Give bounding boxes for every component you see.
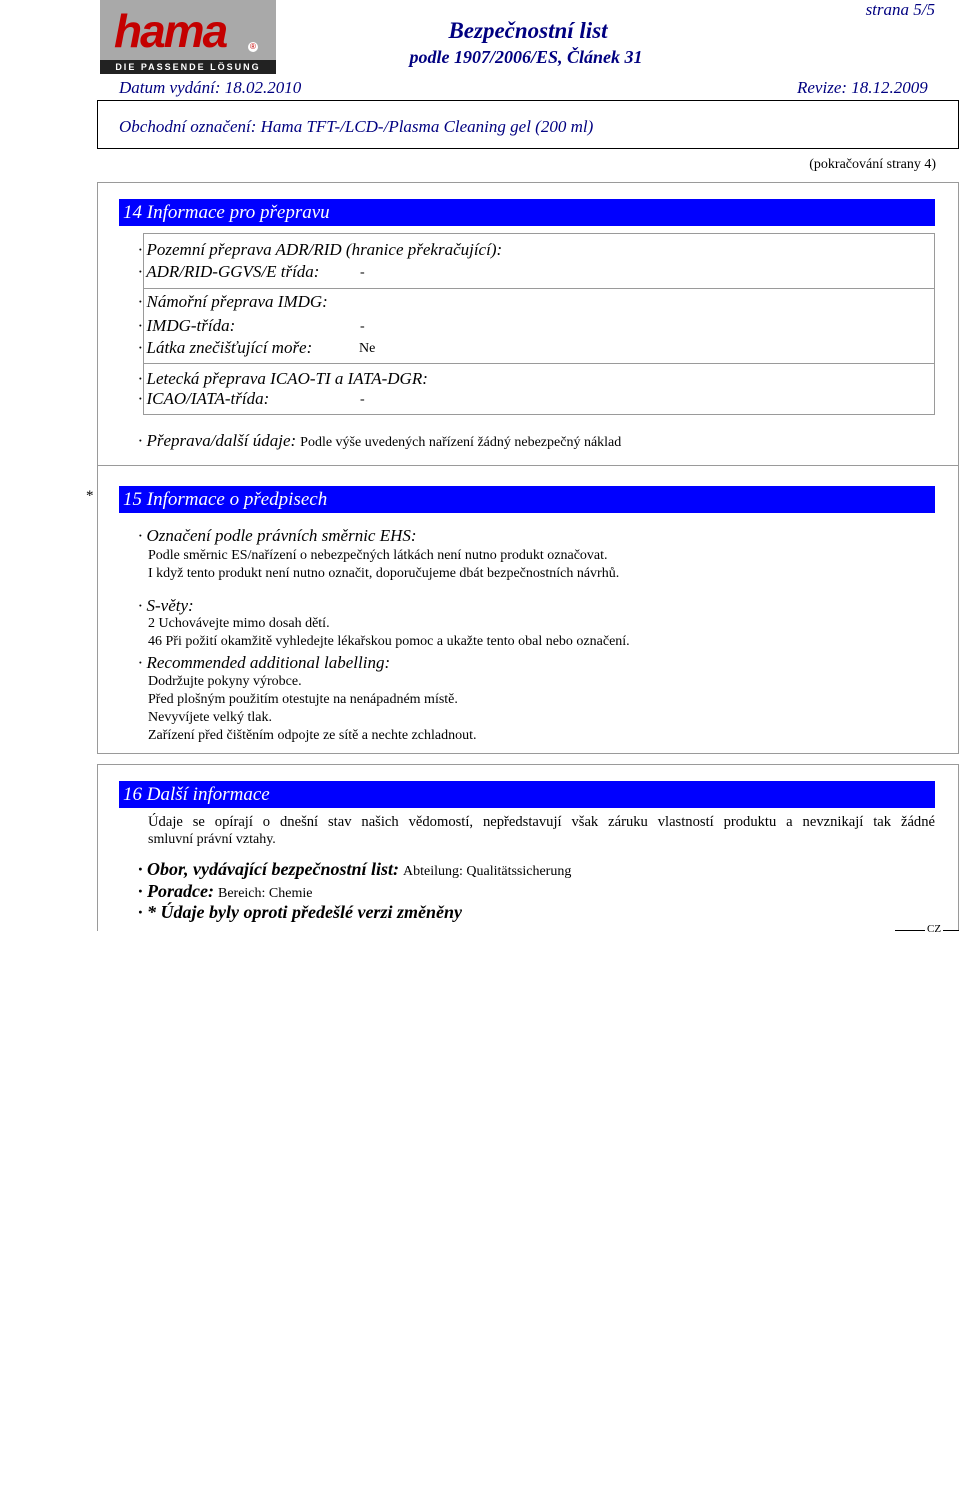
footer-rule-right [943, 930, 959, 931]
continuation-note: (pokračování strany 4) [809, 157, 936, 172]
issuing-department [138, 859, 571, 880]
ehs-label: · Označení podle právních směrnic EHS: [138, 526, 417, 545]
logo-wordmark: hama [114, 5, 227, 57]
registered-icon: ® [248, 42, 258, 52]
land-class-label: · ADR/RID-GGVS/E třída: [138, 262, 320, 281]
document-title: Bezpečnostní list [448, 18, 608, 43]
icao-class-value: - [360, 392, 365, 407]
section-14-title: 14 Informace pro přepravu [119, 199, 935, 226]
section-16-title: 16 Další informace [119, 781, 935, 808]
trade-name-label: Obchodní označení: [119, 117, 257, 136]
changed-marker: * [86, 488, 94, 504]
disclaimer-line-1: Údaje se opírají o dnešní stav našich vědomostí, nepředstavují však záruku vlastností produktu a nevznikají tak žádné [148, 814, 935, 830]
trade-name [119, 117, 593, 137]
air-transport-title: · Letecká přeprava ICAO-TI a IATA-DGR: [138, 369, 428, 388]
language-code: CZ [927, 923, 942, 935]
document-subtitle: podle 1907/2006/ES, Článek 31 [409, 47, 643, 67]
other-transport-label: · Přeprava/další údaje: [138, 431, 297, 450]
recommended-line-2: Před plošným použitím otestujte na nenápadném místě. [148, 692, 458, 707]
other-transport-info [138, 431, 621, 451]
logo-tagline: DIE PASSENDE LÖSUNG [100, 60, 276, 74]
land-class-value: - [360, 265, 365, 280]
s-phrase-2: 46 Při požití okamžitě vyhledejte lékařskou pomoc a ukažte tento obal nebo označení. [148, 634, 630, 649]
recommended-line-3: Nevyvíjete velký tlak. [148, 710, 273, 725]
recommended-line-1: Dodržujte pokyny výrobce. [148, 674, 302, 689]
recommended-line-4: Zařízení před čištěním odpojte ze sítě a nechte zchladnout. [148, 728, 477, 743]
s-phrases-label: · S-věty: [138, 596, 194, 615]
land-transport-title: · Pozemní přeprava ADR/RID (hranice překračující): [138, 240, 503, 259]
ehs-line-2: I když tento produkt není nutno označit, doporučujeme dbát bezpečnostních návrhů. [148, 566, 620, 581]
issue-date: Datum vydání: 18.02.2010 [119, 78, 302, 97]
trade-name-value: Hama TFT-/LCD-/Plasma Cleaning gel (200 ml) [260, 117, 594, 136]
issuing-department-value: Abteilung: Qualitätssicherung [402, 864, 572, 879]
issuing-department-label: · Obor, vydávající bezpečnostní list: [138, 859, 399, 879]
advisor-label: · Poradce: [138, 881, 214, 901]
sea-transport-title: · Námořní přeprava IMDG: [138, 292, 328, 311]
ehs-line-1: Podle směrnic ES/nařízení o nebezpečných látkách není nutno produkt označovat. [148, 548, 608, 563]
s-phrase-1: 2 Uchovávejte mimo dosah dětí. [148, 616, 330, 631]
recommended-labelling-label: · Recommended additional labelling: [138, 653, 391, 672]
advisor-value: Bereich: Chemie [217, 886, 313, 901]
disclaimer-line-2: smluvní právní vztahy. [148, 832, 276, 847]
section-15-title: 15 Informace o předpisech [119, 486, 935, 513]
imdg-class-value: - [360, 319, 365, 334]
icao-class-label: · ICAO/IATA-třída: [138, 389, 270, 408]
other-transport-value: Podle výše uvedených nařízení žádný nebezpečný náklad [300, 435, 622, 450]
changed-data-note: · * Údaje byly oproti předešlé verzi změněny [138, 902, 462, 922]
advisor [138, 881, 312, 902]
marine-pollutant-label: · Látka znečišťující moře: [138, 338, 313, 357]
revision-date: Revize: 18.12.2009 [797, 78, 928, 97]
marine-pollutant-value: Ne [359, 341, 376, 356]
page-number: strana 5/5 [865, 0, 935, 19]
footer-rule-left [895, 930, 925, 931]
imdg-class-label: · IMDG-třída: [138, 316, 236, 335]
